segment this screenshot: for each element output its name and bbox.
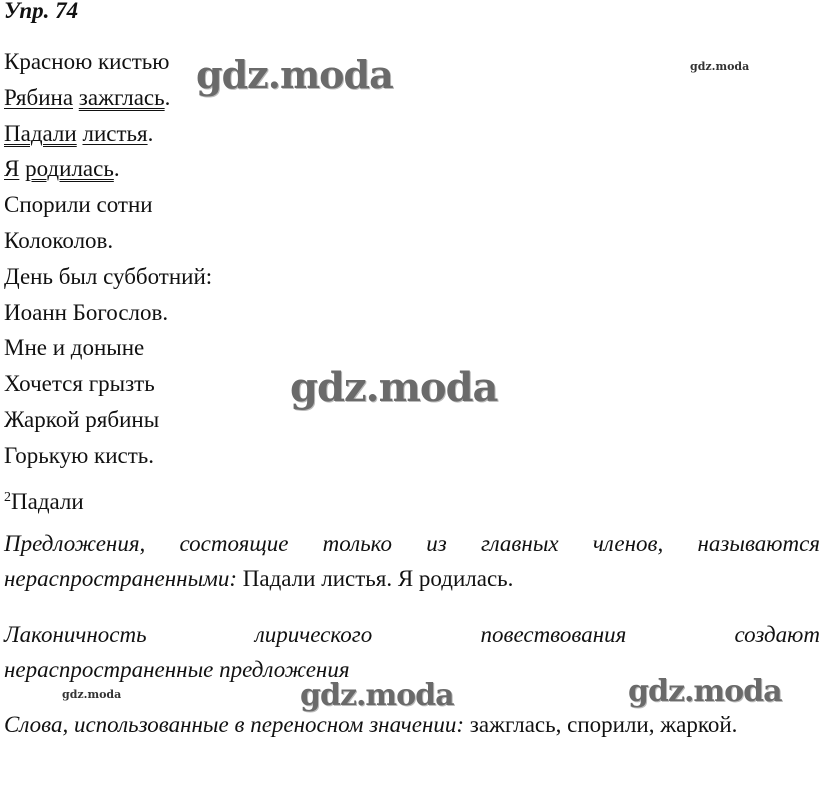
poem bbox=[4, 47, 212, 477]
paragraph-nonextended bbox=[4, 526, 820, 596]
footnote-number: 2 bbox=[4, 490, 11, 505]
poem-text: Мне и доныне bbox=[4, 335, 145, 361]
poem-line bbox=[4, 119, 212, 155]
predicate-word: Падали bbox=[4, 120, 77, 146]
poem-line bbox=[4, 226, 212, 262]
poem-text: Красною кистью bbox=[4, 49, 170, 74]
paragraph-laconic-line1: Лаконичность лирического повествования создают bbox=[4, 622, 820, 647]
subject-word: Я bbox=[4, 156, 20, 182]
poem-line bbox=[4, 47, 212, 83]
watermark-small: gdz.moda bbox=[690, 60, 750, 73]
poem-line bbox=[4, 333, 212, 369]
subject-word: листья bbox=[82, 120, 148, 146]
footnote-line bbox=[4, 480, 820, 519]
poem-line bbox=[4, 83, 212, 119]
paragraph-figurative-words: зажглась, спорили, жаркой. bbox=[464, 712, 738, 737]
predicate-word: родилась bbox=[25, 156, 114, 182]
poem-line bbox=[4, 298, 212, 334]
poem-text: Горькую кисть. bbox=[4, 442, 155, 468]
footnote-word: Падали bbox=[11, 489, 84, 514]
poem-line bbox=[4, 441, 212, 477]
poem-text: . bbox=[147, 120, 154, 146]
poem-line bbox=[4, 262, 212, 298]
poem-line bbox=[4, 369, 212, 405]
poem-text: Иоанн Богослов. bbox=[4, 299, 169, 325]
predicate-word: зажглась bbox=[78, 84, 165, 110]
watermark-logo: gdz.moda bbox=[300, 678, 454, 713]
poem-line bbox=[4, 405, 212, 441]
poem-text: Спорили сотни bbox=[4, 192, 153, 218]
poem-text: День был субботний: bbox=[4, 263, 213, 289]
poem-text: Хочется грызть bbox=[4, 371, 155, 397]
poem-text: Жаркой рябины bbox=[4, 406, 160, 432]
paragraph-figurative-definition: Слова, использованные в переносном значении: bbox=[4, 712, 465, 737]
poem-text: Колоколов. bbox=[4, 227, 114, 253]
paragraph-nonextended-examples: Падали листья. Я родилась. bbox=[237, 566, 514, 591]
poem-text: . bbox=[113, 156, 120, 182]
paragraph-nonextended-definition: Предложения, состоящие только из главных членов, называются нераспространенными: bbox=[4, 531, 820, 591]
exercise-title: Упр. 74 bbox=[4, 0, 79, 23]
poem-line bbox=[4, 190, 212, 226]
watermark-logo: gdz.moda bbox=[290, 364, 498, 411]
paragraph-laconic-line2: нераспространенные предложения bbox=[4, 657, 350, 682]
subject-word: Рябина bbox=[4, 84, 74, 110]
poem-text: . bbox=[164, 84, 171, 110]
watermark-logo: gdz.moda bbox=[196, 52, 393, 97]
watermark-small: gdz.moda bbox=[62, 688, 122, 701]
poem-line bbox=[4, 154, 212, 190]
watermark-logo: gdz.moda bbox=[628, 674, 782, 709]
